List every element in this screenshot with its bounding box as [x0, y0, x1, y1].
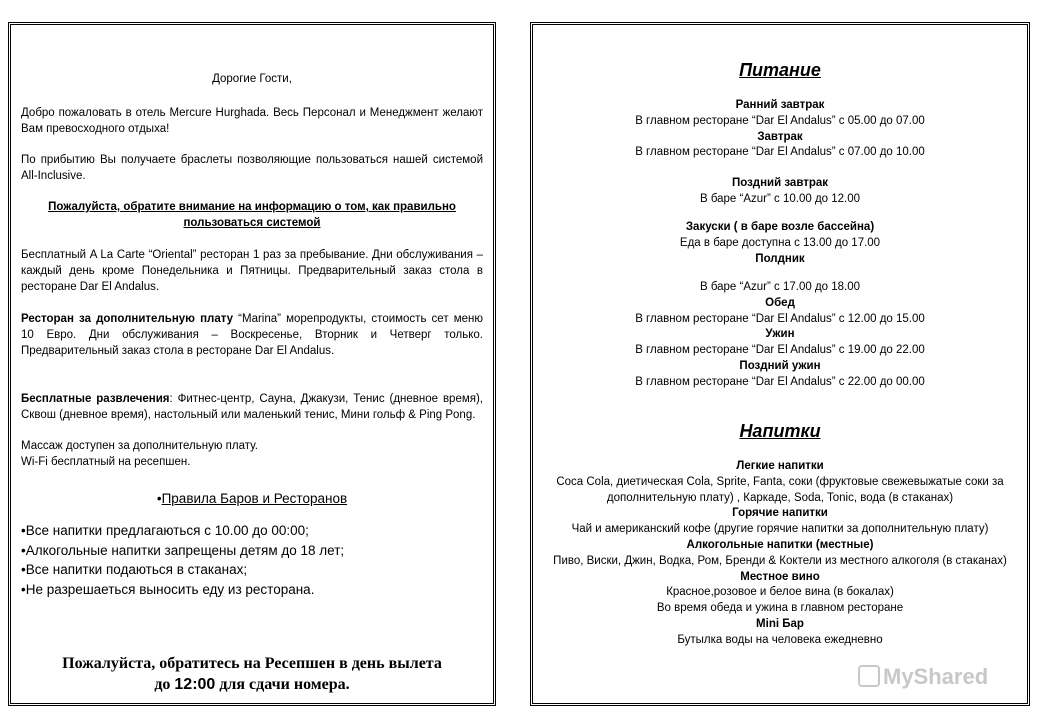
- checkout-line-a: Пожалуйста, обратитесь на Ресепшен в день вылета: [62, 655, 442, 672]
- snacks-text: Еда в баре доступна с 13.00 до 17.00: [679, 236, 881, 249]
- watermark-logo: [858, 664, 988, 690]
- welcome-paragraph: Добро пожаловать в отель Mercure Hurghada. Весь Персонал и Менеджмент желают Вам превосходного отдыха!: [21, 107, 483, 135]
- attention-heading: Пожалуйста, обратите внимание на информацию о том, как правильно пользоваться системой: [48, 201, 456, 229]
- lunch-title: Обед: [765, 296, 795, 309]
- minibar-text: Бутылка воды на человека ежедневно: [677, 633, 883, 646]
- late-breakfast-text: В баре “Azur” с 10.00 до 12.00: [699, 192, 861, 205]
- wine-title: Местное вино: [740, 570, 820, 583]
- drinks-list: [539, 459, 1021, 649]
- late-breakfast-block: [539, 176, 1021, 208]
- checkout-notice: [19, 653, 485, 695]
- food-heading: Питание: [739, 60, 821, 80]
- hot-drinks-text: Чай и американский кофе (другие горячие напитки за дополнительную плату): [571, 523, 989, 536]
- checkout-line-b: до: [154, 676, 175, 693]
- watermark-text: MyShared: [883, 664, 989, 689]
- wine-text-2: Во время обеда и ужина в главном ресторане: [656, 602, 904, 615]
- late-breakfast-title: Поздний завтрак: [731, 177, 829, 189]
- rule-text: Алкогольные напитки запрещены детям до 18 лет;: [25, 542, 345, 558]
- early-breakfast-title: Ранний завтрак: [735, 99, 825, 111]
- drinks-heading: Напитки: [739, 421, 821, 441]
- snacks-block: [539, 220, 1021, 267]
- tea-text: В баре “Azur” с 17.00 до 18.00: [699, 281, 861, 293]
- marina-paragraph: [21, 312, 483, 359]
- rule-item: •Не разрешаеться выносить еду из ресторана.: [21, 581, 315, 597]
- rules-heading: •Правила Баров и Ресторанов: [156, 491, 348, 506]
- alcohol-text: Пиво, Виски, Джин, Водка, Ром, Бренди & Коктели из местного алкоголя (в стаканах): [553, 554, 1007, 567]
- dinner-text: В главном ресторане “Dar El Andalus” с 19.00 до 22.00: [635, 344, 925, 357]
- rules-heading-text: Правила Баров и Ресторанов: [161, 491, 348, 506]
- breakfast-title: Завтрак: [757, 130, 803, 143]
- tea-title: Полдник: [755, 252, 805, 265]
- lunch-text: В главном ресторане “Dar El Andalus” с 12.00 до 15.00: [635, 312, 925, 325]
- rule-text: Не разрешаеться выносить еду из ресторана.: [25, 581, 315, 597]
- rule-text: Все напитки подаються в стаканах;: [25, 562, 248, 577]
- marina-bold: Ресторан за дополнительную плату: [21, 313, 234, 325]
- early-breakfast-text: В главном ресторане “Dar El Andalus” с 05.00 до 07.00: [635, 114, 925, 127]
- soft-drinks-title: Легкие напитки: [736, 460, 824, 472]
- wine-text-1: Красное,розовое и белое вина (в бокалах): [666, 586, 894, 599]
- checkout-line-c: для сдачи номера.: [215, 676, 350, 693]
- rule-text: Все напитки предлагаються с 10.00 до 00:00;: [25, 523, 309, 538]
- greeting: Дорогие Гости,: [212, 73, 292, 85]
- logo-icon: [858, 665, 880, 687]
- minibar-title: Mini Бар: [756, 617, 804, 630]
- checkout-time: 12:00: [174, 676, 216, 693]
- massage-line: Массаж доступен за дополнительную плату.: [21, 440, 258, 452]
- late-dinner-text: В главном ресторане “Dar El Andalus” с 22.00 до 00.00: [635, 375, 925, 388]
- left-info-panel: [8, 22, 496, 706]
- bracelets-paragraph: По прибытию Вы получаете браслеты позволяющие пользоваться нашей системой All-Inclusive.: [21, 154, 483, 182]
- alcohol-title: Алкогольные напитки (местные): [686, 538, 874, 551]
- rule-item: •Все напитки предлагаються с 10.00 до 00:00;: [21, 523, 309, 538]
- rule-item: •Все напитки подаються в стаканах;: [21, 562, 248, 577]
- rule-item: •Алкогольные напитки запрещены детям до 18 лет;: [21, 542, 345, 558]
- snacks-title: Закуски ( в баре возле бассейна): [685, 221, 875, 233]
- hot-drinks-title: Горячие напитки: [732, 507, 828, 520]
- soft-drinks-text: Coca Cola, диетическая Cola, Sprite, Fanta, соки (фруктовые свежевыжатые соки за дополнительную плату) , Каркаде, Soda, Tonic, вода (в стаканах): [556, 475, 1004, 504]
- marina-rest: “Marina” морепродукты, стоимость сет меню 10 Евро. Дни обслуживания – Воскресенье, Вторник и Четверг только. Предварительный заказ стола в ресторане Dar El Andalus.: [21, 313, 483, 357]
- wifi-line: Wi-Fi бесплатный на ресепшен.: [21, 456, 191, 468]
- entertainment-rest: : Фитнес-центр, Сауна, Джакузи, Тенис (дневное время), Сквош (дневное время), настольный или маленький тенис, Мини гольф & Ping Pong.: [21, 393, 483, 421]
- dinner-title: Ужин: [765, 328, 795, 341]
- late-dinner-title: Поздний ужин: [739, 359, 821, 372]
- food-schedule-a: [539, 98, 1021, 161]
- food-schedule-b: [539, 280, 1021, 391]
- entertainment-bold: Бесплатные развлечения: [21, 393, 170, 405]
- right-menu-panel: [530, 22, 1030, 706]
- oriental-paragraph: Бесплатный A La Carte “Oriental” ресторан 1 раз за пребывание. Дни обслуживания – каждый день кроме Понедельника и Пятницы. Предварительный заказ стола в ресторане Dar El Andalus.: [21, 249, 483, 293]
- entertainment-paragraph: [21, 392, 483, 424]
- breakfast-text: В главном ресторане “Dar El Andalus” с 07.00 до 10.00: [635, 146, 925, 159]
- rules-list: [21, 521, 483, 599]
